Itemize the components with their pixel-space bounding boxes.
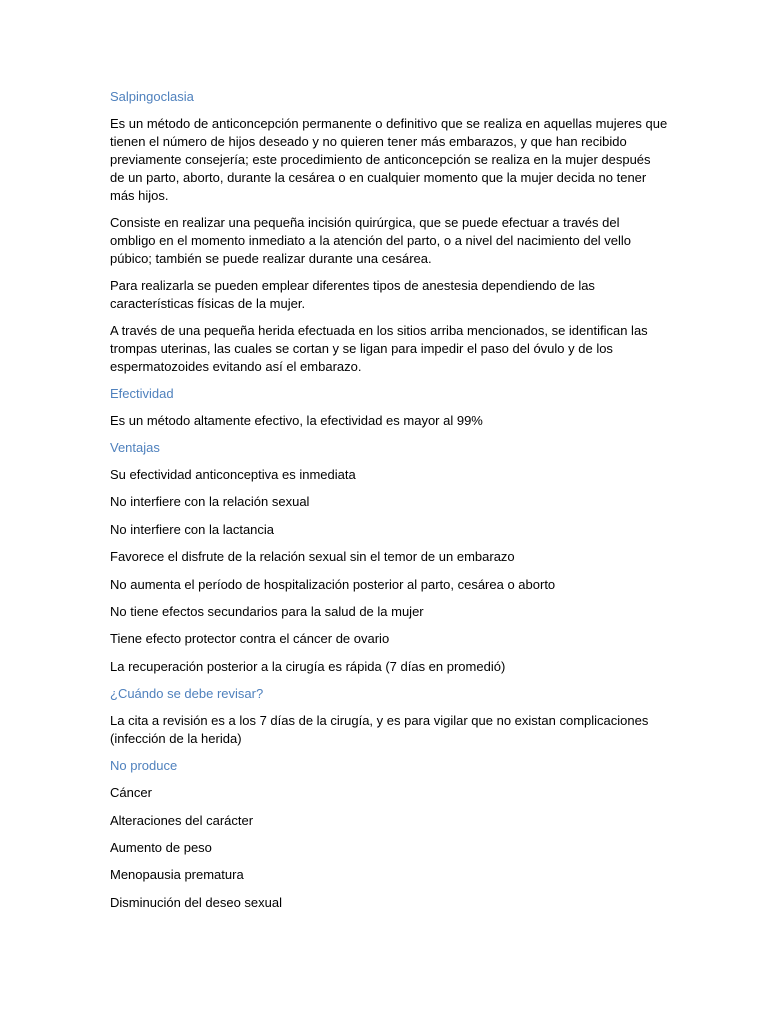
efectividad-heading: Efectividad xyxy=(110,386,174,401)
intro-paragraph-4: A través de una pequeña herida efectuada en los sitios arriba mencionados, se identifican las trompas uterinas, las cuales se cortan y se ligan para impedir el paso del óvulo y de los espermatozoides evitando así el embarazo. xyxy=(110,323,648,374)
ventajas-item: Favorece el disfrute de la relación sexual sin el temor de un embarazo xyxy=(110,549,515,565)
ventajas-list xyxy=(110,466,668,676)
ventajas-item: Su efectividad anticonceptiva es inmediata xyxy=(110,467,356,482)
no-produce-list xyxy=(110,784,668,912)
ventajas-item: No interfiere con la lactancia xyxy=(110,521,275,537)
intro-paragraph-2: Consiste en realizar una pequeña incisión quirúrgica, que se puede efectuar a través del ombligo en el momento inmediato a la atención del parto, o a nivel del nacimiento del vello púbico; también se puede realizar durante una cesárea. xyxy=(110,215,632,266)
no-produce-item: Aumento de peso xyxy=(110,839,212,855)
no-produce-item: Alteraciones del carácter xyxy=(110,812,254,828)
ventajas-item: La recuperación posterior a la cirugía es rápida (7 días en promedió) xyxy=(110,658,506,674)
no-produce-item: Menopausia prematura xyxy=(110,867,244,883)
no-produce-item: Cáncer xyxy=(110,785,152,801)
ventajas-item: No aumenta el período de hospitalización posterior al parto, cesárea o aborto xyxy=(110,576,556,592)
efectividad-text: Es un método altamente efectivo, la efectividad es mayor al 99% xyxy=(110,413,483,428)
ventajas-item: No tiene efectos secundarios para la salud de la mujer xyxy=(110,603,424,619)
ventajas-item: Tiene efecto protector contra el cáncer de ovario xyxy=(110,631,390,647)
no-produce-item: Disminución del deseo sexual xyxy=(110,894,282,910)
revision-text: La cita a revisión es a los 7 días de la cirugía, y es para vigilar que no existan complicaciones (infección de la herida) xyxy=(110,713,649,747)
intro-paragraph-3: Para realizarla se pueden emplear diferentes tipos de anestesia dependiendo de las características físicas de la mujer. xyxy=(110,278,595,311)
intro-paragraph-1: Es un método de anticoncepción permanente o definitivo que se realiza en aquellas mujeres que tienen el número de hijos deseado y no quieren tener más embarazos, y que han recibido previamente consejería; este procedimiento de anticoncepción se realiza en la mujer después de un parto, aborto, durante la cesárea o en cualquier momento que la mujer decida no tener más hijos. xyxy=(110,116,668,203)
ventajas-item: No interfiere con la relación sexual xyxy=(110,494,310,510)
revision-heading: ¿Cuándo se debe revisar? xyxy=(110,686,264,702)
no-produce-heading: No produce xyxy=(110,758,178,774)
ventajas-heading: Ventajas xyxy=(110,440,160,455)
document-title: Salpingoclasia xyxy=(110,89,194,104)
